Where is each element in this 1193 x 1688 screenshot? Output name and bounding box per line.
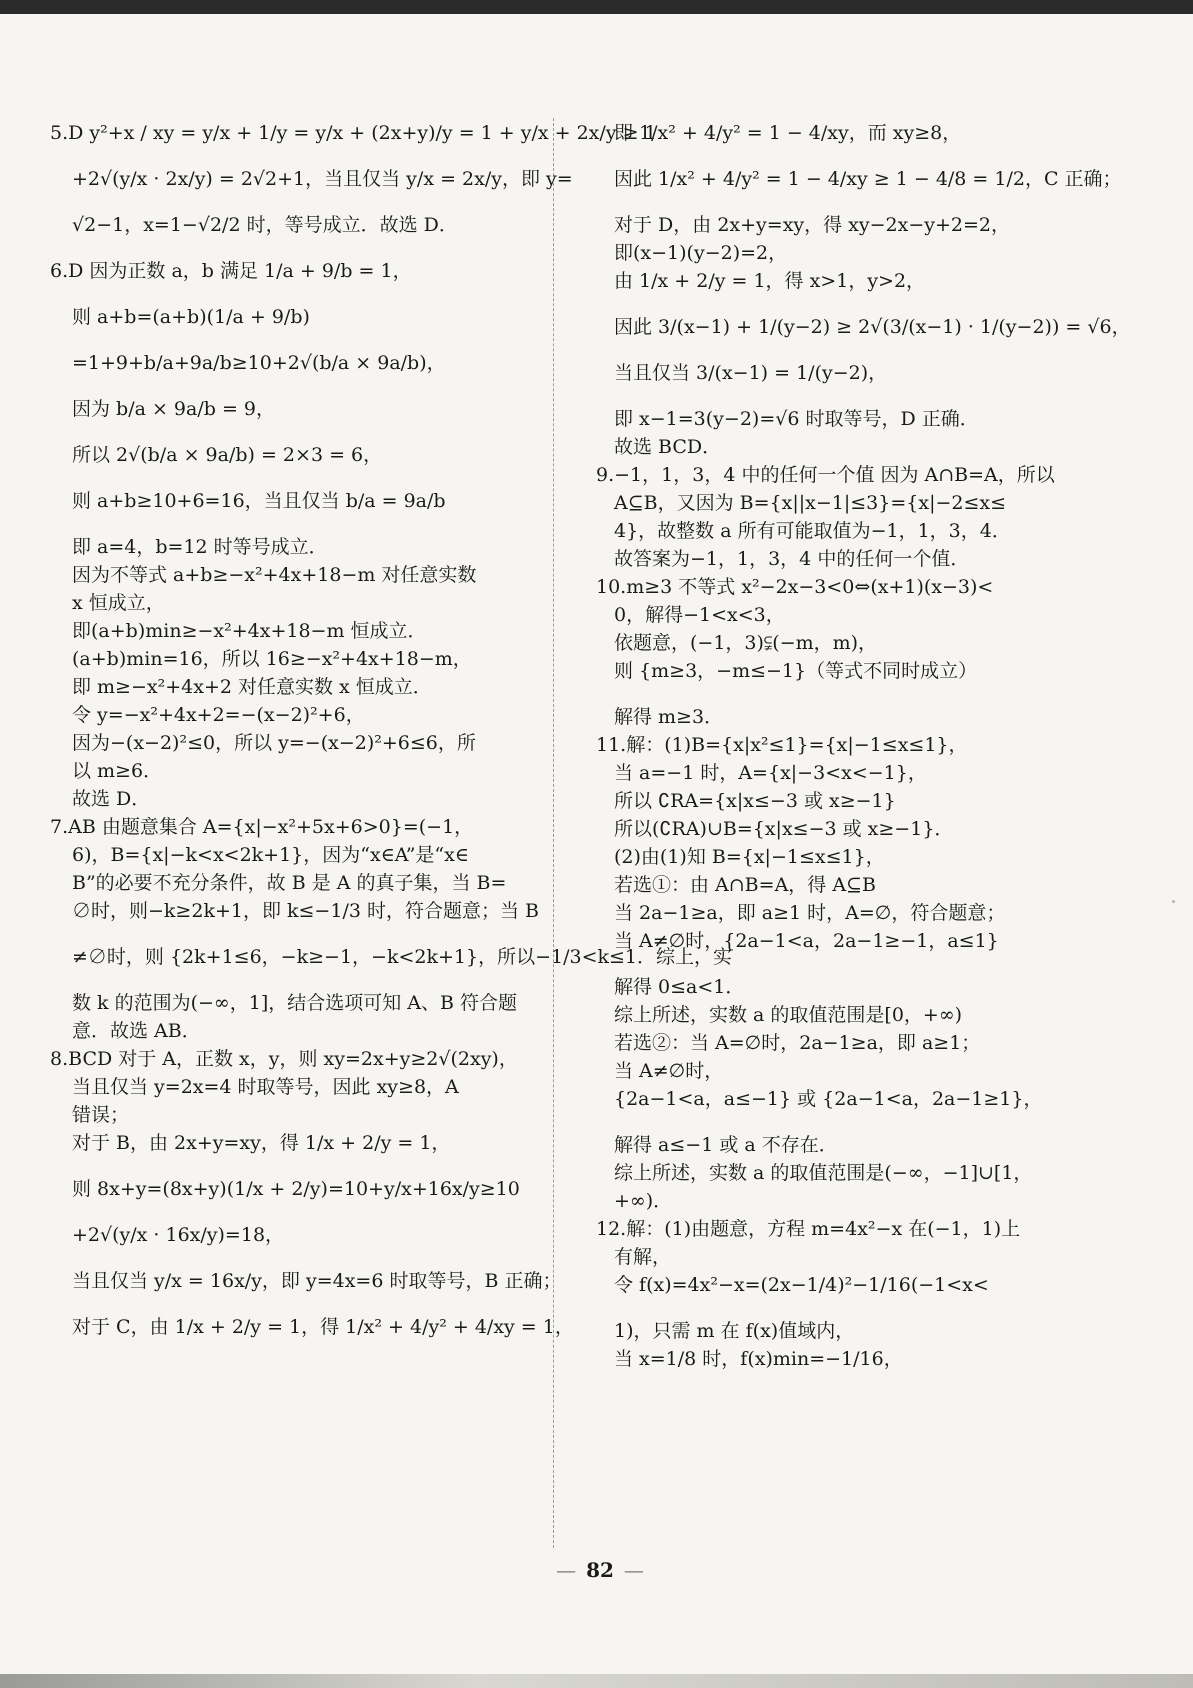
text-line: 以 m≥6．: [72, 760, 163, 782]
text-line: 所以(∁RA)∪B={x|x≤−3 或 x≥−1}．: [614, 818, 954, 840]
text-line: 因为 b/a × 9a/b = 9，: [72, 398, 275, 420]
text-line: 即(a+b)min≥−x²+4x+18−m 恒成立．: [72, 620, 427, 642]
text-line: ≠∅时，则 {2k+1≤6，−k≥−1，−k<2k+1}，所以−1/3<k≤1．综上，实: [72, 946, 733, 968]
text-line: (2)由(1)知 B={x|−1≤x≤1}，: [614, 846, 885, 868]
text-line: 则 {m≥3，−m≤−1}（等式不同时成立）: [614, 660, 978, 682]
text-line: 所以 ∁RA={x|x≤−3 或 x≥−1}: [614, 790, 896, 812]
text-line: 10.m≥3 不等式 x²−2x−3<0⇔(x+1)(x−3)<: [596, 576, 994, 598]
text-line: 解得 a≤−1 或 a 不存在．: [614, 1134, 838, 1156]
text-line: 因此 3/(x−1) + 1/(y−2) ≥ 2√(3/(x−1) · 1/(y−2)) = √6，: [614, 316, 1131, 338]
text-line: 4}，故整数 a 所有可能取值为−1，1，3，4．: [614, 520, 1011, 542]
text-line: +2√(y/x · 2x/y) = 2√2+1，当且仅当 y/x = 2x/y，即 y=: [72, 168, 573, 190]
text-line: 故答案为−1，1，3，4 中的任何一个值．: [614, 548, 970, 570]
text-line: 即(x−1)(y−2)=2，: [614, 242, 788, 264]
text-line: 8.BCD 对于 A，正数 x，y，则 xy=2x+y≥2√(2xy)，: [50, 1048, 518, 1070]
text-line: 对于 B，由 2x+y=xy，得 1/x + 2/y = 1，: [72, 1132, 451, 1154]
text-line: 若选①：由 A∩B=A，得 A⊆B: [614, 874, 876, 896]
text-line: 所以 2√(b/a × 9a/b) = 2×3 = 6，: [72, 444, 383, 466]
text-line: 则 a+b=(a+b)(1/a + 9/b): [72, 306, 310, 328]
text-line: 令 y=−x²+4x+2=−(x−2)²+6，: [72, 704, 365, 726]
text-line: √2−1，x=1−√2/2 时，等号成立．故选 D．: [72, 214, 458, 236]
text-line: 解得 m≥3．: [614, 706, 724, 728]
text-line: 故选 BCD．: [614, 436, 722, 458]
footer-dash-right: —: [623, 1558, 644, 1582]
text-line: 意．故选 AB．: [72, 1020, 201, 1042]
footer-dash-left: —: [556, 1558, 577, 1582]
text-line: 当且仅当 y=2x=4 时取等号，因此 xy≥8，A: [72, 1076, 459, 1098]
text-line: 当 2a−1≥a，即 a≥1 时，A=∅，符合题意；: [614, 902, 1006, 924]
text-line: 依题意，(−1，3)⫋(−m，m)，: [614, 632, 878, 654]
text-line: 综上所述，实数 a 的取值范围是[0，+∞): [614, 1004, 963, 1026]
text-line: 对于 C，由 1/x + 2/y = 1，得 1/x² + 4/y² + 4/xy = 1，: [72, 1316, 574, 1338]
text-line: 故选 D．: [72, 788, 151, 810]
text-line: 5.D y²+x / xy = y/x + 1/y = y/x + (2x+y)/y = 1 + y/x + 2x/y ≥ 1: [50, 122, 657, 144]
text-line: ∅时，则−k≥2k+1，即 k≤−1/3 时，符合题意；当 B: [72, 900, 539, 922]
text-line: 当且仅当 y/x = 16x/y，即 y=4x=6 时取等号，B 正确；: [72, 1270, 562, 1292]
text-line: 当 x=1/8 时，f(x)min=−1/16，: [614, 1348, 903, 1370]
text-line: 由 1/x + 2/y = 1，得 x>1，y>2，: [614, 270, 926, 292]
text-line: 当 a=−1 时，A={x|−3<x<−1}，: [614, 762, 927, 784]
text-line: {2a−1<a，a≤−1} 或 {2a−1<a，2a−1≥1}，: [614, 1088, 1043, 1110]
text-line: 1)，只需 m 在 f(x)值域内，: [614, 1320, 855, 1342]
text-line: 解得 0≤a<1．: [614, 976, 745, 998]
text-line: 即 1/x² + 4/y² = 1 − 4/xy，而 xy≥8，: [614, 122, 962, 144]
text-line: 即 a=4，b=12 时等号成立．: [72, 536, 328, 558]
text-line: 因为−(x−2)²≤0，所以 y=−(x−2)²+6≤6，所: [72, 732, 476, 754]
text-line: 数 k 的范围为(−∞，1]，结合选项可知 A、B 符合题: [72, 992, 518, 1014]
text-line: x 恒成立，: [72, 592, 165, 614]
text-line: 有解，: [614, 1246, 672, 1268]
text-line: 当且仅当 3/(x−1) = 1/(y−2)，: [614, 362, 888, 384]
text-line: 综上所述，实数 a 的取值范围是(−∞，−1]∪[1，: [614, 1162, 1033, 1184]
text-line: 11.解：(1)B={x|x²≤1}={x|−1≤x≤1}，: [596, 734, 968, 756]
text-line: 7.AB 由题意集合 A={x|−x²+5x+6>0}=(−1，: [50, 816, 474, 838]
text-line: 因此 1/x² + 4/y² = 1 − 4/xy ≥ 1 − 4/8 = 1/2，C 正确；: [614, 168, 1122, 190]
text-line: 令 f(x)=4x²−x=(2x−1/4)²−1/16(−1<x<: [614, 1274, 989, 1296]
text-line: 对于 D，由 2x+y=xy，得 xy−2x−y+2=2，: [614, 214, 1011, 236]
text-line: 错误；: [72, 1104, 130, 1126]
right-column: [596, 122, 1131, 1396]
text-line: 12.解：(1)由题意，方程 m=4x²−x 在(−1，1)上: [596, 1218, 1021, 1240]
text-line: 当 A≠∅时，{2a−1<a，2a−1≥−1，a≤1}: [614, 930, 999, 952]
text-line: (a+b)min=16，所以 16≥−x²+4x+18−m，: [72, 648, 472, 670]
text-line: 即 x−1=3(y−2)=√6 时取等号，D 正确．: [614, 408, 979, 430]
page-number-footer: [520, 1558, 680, 1582]
page-number: 82: [586, 1558, 614, 1582]
text-line: 9.−1，1，3，4 中的任何一个值 因为 A∩B=A，所以: [596, 464, 1055, 486]
text-line: 6)，B={x|−k<x<2k+1}，因为“x∈A”是“x∈: [72, 844, 469, 866]
scan-top-edge: [0, 0, 1193, 14]
scan-bottom-edge: [0, 1674, 1193, 1688]
text-line: 6.D 因为正数 a，b 满足 1/a + 9/b = 1，: [50, 260, 412, 282]
text-line: 因为不等式 a+b≥−x²+4x+18−m 对任意实数: [72, 564, 477, 586]
text-line: +∞)．: [614, 1190, 673, 1212]
text-line: A⊆B，又因为 B={x||x−1|≤3}={x|−2≤x≤: [614, 492, 1007, 514]
text-line: B”的必要不充分条件，故 B 是 A 的真子集，当 B=: [72, 872, 507, 894]
scan-speck: [1172, 900, 1175, 903]
text-line: 0，解得−1<x<3，: [614, 604, 785, 626]
text-line: 当 A≠∅时，: [614, 1060, 724, 1082]
text-line: =1+9+b/a+9a/b≥10+2√(b/a × 9a/b)，: [72, 352, 446, 374]
text-line: 即 m≥−x²+4x+2 对任意实数 x 恒成立．: [72, 676, 432, 698]
text-line: 则 8x+y=(8x+y)(1/x + 2/y)=10+y/x+16x/y≥10: [72, 1178, 520, 1200]
text-line: 则 a+b≥10+6=16，当且仅当 b/a = 9a/b: [72, 490, 446, 512]
text-line: +2√(y/x · 16x/y)=18，: [72, 1224, 285, 1246]
text-line: 若选②：当 A=∅时，2a−1≥a，即 a≥1；: [614, 1032, 981, 1054]
